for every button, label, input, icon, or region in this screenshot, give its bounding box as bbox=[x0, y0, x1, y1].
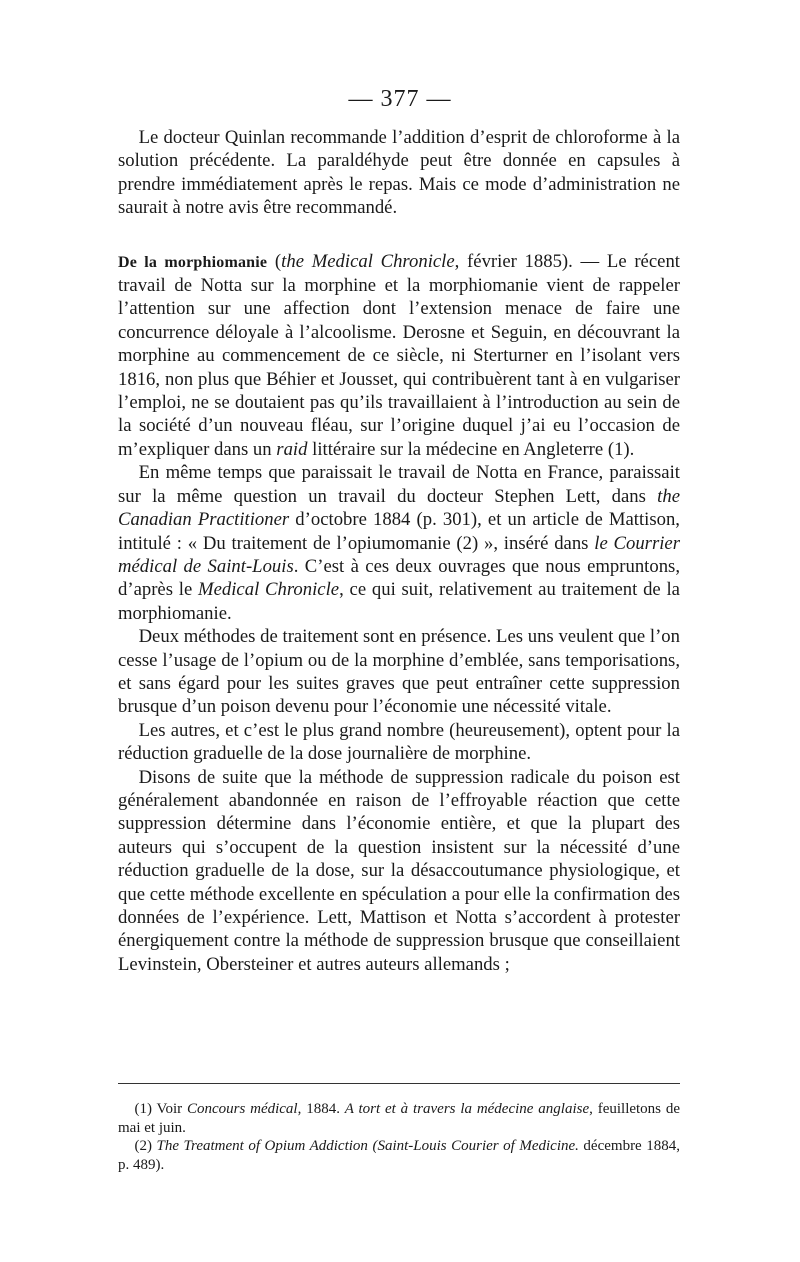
paragraph-lett-mattison bbox=[118, 461, 680, 625]
text-run: d’octobre 1884 (p. 301), et un article de Mattison, intitulé : « Du traitement de l’opiumomanie (2) », inséré dans bbox=[118, 509, 680, 554]
text-run: , feuilletons de mai et juin. bbox=[118, 1101, 681, 1136]
paragraph-two-methods: Deux méthodes de traitement sont en présence. Les uns veulent que l’on cesse l’usage de l’opium ou de la morphine d’emblée, sans temporisations, et sans égard pour les suites graves que peut entraîner cette suppression brusque d’un poison devenu pour l’économie une nécessité vitale. bbox=[118, 626, 680, 718]
footnote-divider bbox=[118, 1083, 680, 1084]
footnote-1 bbox=[118, 1100, 680, 1137]
main-text bbox=[118, 126, 680, 976]
text-run: En même temps que paraissait le travail de Notta en France, paraissait sur la même question un travail du docteur Stephen Lett, dans bbox=[118, 462, 680, 507]
article-title: A tort et à travers la médecine anglaise bbox=[344, 1101, 590, 1117]
text-run: décembre 1884, p. 489). bbox=[118, 1138, 680, 1173]
intro-text-a: — Le récent travail de Notta sur la morphine et la morphiomanie vient de rappeler l’attention sur une affection dont l’extension menace de faire une concurrence déloyale à l’alcoolisme. Derosne et Seguin, en découvrant la morphine au commencement de ce siècle, ni Sterturner en l’isolant vers 1816, non plus que Béhier et Jousset, qui contribuèrent tant à en vulgariser l’emploi, ne se doutaient pas qu’ils travaillaient à l’introduction au sein de la société d’un nouveau fléau, sur l’origine duquel j’ai eu l’occasion de m’expliquer dans un bbox=[118, 250, 680, 460]
source-open: ( bbox=[267, 250, 282, 272]
paragraph-gradual-reduction: Les autres, et c’est le plus grand nombre (heureusement), optent pour la réduction graduelle de la dose journalière de morphine. bbox=[118, 719, 680, 765]
journal-concours-medical: Concours médical bbox=[186, 1101, 298, 1117]
text-run: , ce qui suit, relativement au traitement de la morphiomanie. bbox=[118, 579, 680, 624]
journal-medical-chronicle: Medical Chronicle bbox=[198, 579, 340, 601]
footnotes bbox=[118, 1100, 680, 1174]
paragraph-morphiomanie-intro bbox=[118, 250, 680, 462]
article-title: The Treatment of Opium Addiction (Saint-Louis Courier of Medicine. bbox=[156, 1138, 579, 1154]
text-run: . C’est à ces deux ouvrages que nous empruntons, d’après le bbox=[118, 555, 680, 601]
paragraph-radical-suppression: Disons de suite que la méthode de suppression radicale du poison est généralement abandonnée en raison de l’effroyable réaction que cette suppression détermine dans l’économie entière, et que la plupart des auteurs qui s’occupent de la question insistent sur la nécessité d’une réduction graduelle de la dose, sur la désaccoutumance physiologique, et que cette méthode excellente en spéculation a pour elle la confirmation des données de l’expérience. Lett, Mattison et Notta s’accordent à protester énergiquement contre la méthode de suppression brusque que conseillaient Levinstein, Obersteiner et autres auteurs allemands ; bbox=[118, 766, 680, 975]
section-heading: De la morphiomanie bbox=[118, 253, 268, 271]
intro-text-b: littéraire sur la médecine en Angleterre (1). bbox=[307, 438, 635, 460]
text-run: (1) Voir bbox=[134, 1101, 187, 1117]
source-date: , février 1885). bbox=[454, 250, 573, 272]
text-run: , 1884. bbox=[297, 1101, 345, 1117]
journal-canadian-practitioner: the Canadian Practitioner bbox=[118, 485, 680, 531]
paragraph-chloroform: Le docteur Quinlan recommande l’addition d’esprit de chloroforme à la solution précédente. La paraldéhyde peut être donnée en capsules à prendre immédiatement après le repas. Mais ce mode d’administration ne saurait à notre avis être recommandé. bbox=[118, 127, 680, 219]
text-run: (2) bbox=[134, 1138, 157, 1154]
source-title: the Medical Chronicle bbox=[281, 250, 455, 272]
raid-word: raid bbox=[276, 438, 308, 460]
journal-courrier-medical: le Courrier médical de Saint-Louis bbox=[118, 532, 680, 577]
footnote-2 bbox=[118, 1137, 680, 1174]
page-number: — 377 — bbox=[348, 86, 452, 112]
